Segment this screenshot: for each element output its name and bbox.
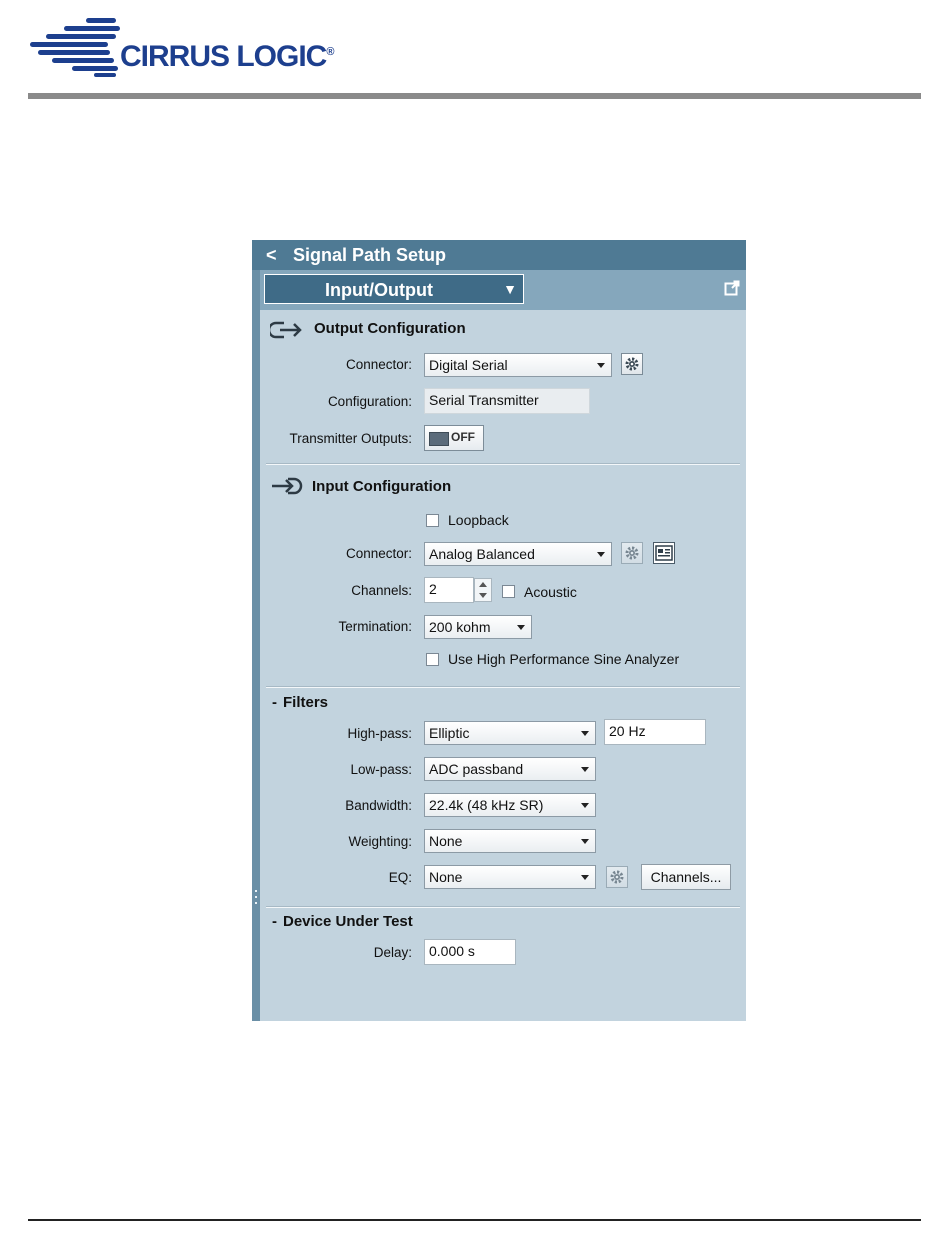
gear-icon <box>624 356 640 372</box>
configuration-value: Serial Transmitter <box>429 392 539 408</box>
panel-title: Signal Path Setup <box>293 245 447 265</box>
mode-dropdown[interactable] <box>264 274 524 304</box>
chevron-down-icon <box>597 363 605 368</box>
loopback-checkbox[interactable] <box>426 514 439 527</box>
delay-input[interactable] <box>424 939 516 965</box>
chevron-down-icon <box>581 767 589 772</box>
input-connector-value: Analog Balanced <box>429 546 535 562</box>
grip-dot[interactable] <box>255 890 257 892</box>
eq-settings-button[interactable] <box>606 866 628 888</box>
configuration-label: Configuration: <box>327 394 412 409</box>
delay-value: 0.000 s <box>429 943 475 959</box>
panel-icon <box>654 543 674 563</box>
panel-header <box>252 240 746 270</box>
chevron-left-icon[interactable]: < <box>266 245 277 265</box>
configuration-field <box>424 388 590 414</box>
chevron-down-icon: ▼ <box>503 281 517 297</box>
hp-sine-checkbox[interactable] <box>426 653 439 666</box>
mode-dropdown-value: Input/Output <box>325 280 433 300</box>
input-connector-select[interactable] <box>424 542 612 566</box>
weighting-label: Weighting: <box>348 834 412 849</box>
grip-dot[interactable] <box>255 896 257 898</box>
input-config-title: Input Configuration <box>312 478 452 495</box>
toggle-state: OFF <box>451 430 475 444</box>
acoustic-checkbox[interactable] <box>502 585 515 598</box>
channels-label: Channels: <box>351 583 412 598</box>
signal-path-setup-panel <box>252 240 746 1021</box>
input-connector-settings-button[interactable] <box>621 542 643 564</box>
eq-select[interactable] <box>424 865 596 889</box>
gear-icon <box>624 545 640 561</box>
lowpass-select[interactable] <box>424 757 596 781</box>
bandwidth-label: Bandwidth: <box>345 798 412 813</box>
dut-collapse-toggle[interactable]: - <box>272 913 277 930</box>
footer-rule <box>28 1219 921 1221</box>
output-connector-select[interactable] <box>424 353 612 377</box>
weighting-select[interactable] <box>424 829 596 853</box>
chevron-down-icon <box>581 839 589 844</box>
lowpass-value: ADC passband <box>429 761 524 777</box>
header-rule <box>28 93 921 99</box>
chevron-down-icon <box>597 552 605 557</box>
input-arrow-icon <box>270 476 304 496</box>
transmitter-outputs-toggle[interactable] <box>424 425 484 451</box>
filters-collapse-toggle[interactable]: - <box>272 694 277 711</box>
popout-icon[interactable] <box>724 280 740 296</box>
highpass-frequency-input[interactable] <box>604 719 706 745</box>
section-divider <box>266 464 740 465</box>
output-arrow-icon <box>270 320 304 340</box>
chevron-down-icon <box>517 625 525 630</box>
highpass-frequency-value: 20 Hz <box>609 723 646 739</box>
loopback-label: Loopback <box>448 512 509 528</box>
input-panel-button[interactable] <box>653 542 675 564</box>
eq-channels-button[interactable]: Channels... <box>641 864 731 890</box>
filters-title: Filters <box>283 694 329 711</box>
grip-dot[interactable] <box>255 902 257 904</box>
input-connector-label: Connector: <box>345 546 412 561</box>
hp-sine-label: Use High Performance Sine Analyzer <box>448 651 680 667</box>
brand-name: CIRRUS LOGIC® <box>120 40 334 73</box>
transmitter-outputs-label: Transmitter Outputs: <box>289 431 412 446</box>
output-connector-value: Digital Serial <box>429 357 508 373</box>
lowpass-label: Low-pass: <box>350 762 412 777</box>
output-connector-settings-button[interactable] <box>621 353 643 375</box>
channels-stepper[interactable] <box>474 578 492 602</box>
panel-sidebar <box>252 270 260 1021</box>
weighting-value: None <box>429 833 463 849</box>
eq-value: None <box>429 869 463 885</box>
bandwidth-value: 22.4k (48 kHz SR) <box>429 797 544 813</box>
termination-select[interactable] <box>424 615 532 639</box>
delay-label: Delay: <box>373 945 412 960</box>
stepper-up-icon[interactable] <box>479 582 487 587</box>
mode-bar <box>260 270 746 310</box>
termination-value: 200 kohm <box>429 619 491 635</box>
bandwidth-select[interactable] <box>424 793 596 817</box>
toggle-knob <box>429 432 449 446</box>
channels-input[interactable] <box>424 577 474 603</box>
eq-label: EQ: <box>388 870 412 885</box>
gear-icon <box>609 869 625 885</box>
termination-label: Termination: <box>338 619 412 634</box>
chevron-down-icon <box>581 731 589 736</box>
output-config-title: Output Configuration <box>314 320 466 337</box>
stepper-down-icon[interactable] <box>479 593 487 598</box>
section-divider <box>266 907 740 908</box>
acoustic-label: Acoustic <box>524 584 577 600</box>
chevron-down-icon <box>581 803 589 808</box>
dut-title: Device Under Test <box>283 913 413 930</box>
highpass-select[interactable] <box>424 721 596 745</box>
chevron-down-icon <box>581 875 589 880</box>
highpass-value: Elliptic <box>429 725 470 741</box>
channels-value: 2 <box>429 581 437 597</box>
highpass-label: High-pass: <box>347 726 412 741</box>
section-divider <box>266 687 740 688</box>
output-connector-label: Connector: <box>345 357 412 372</box>
